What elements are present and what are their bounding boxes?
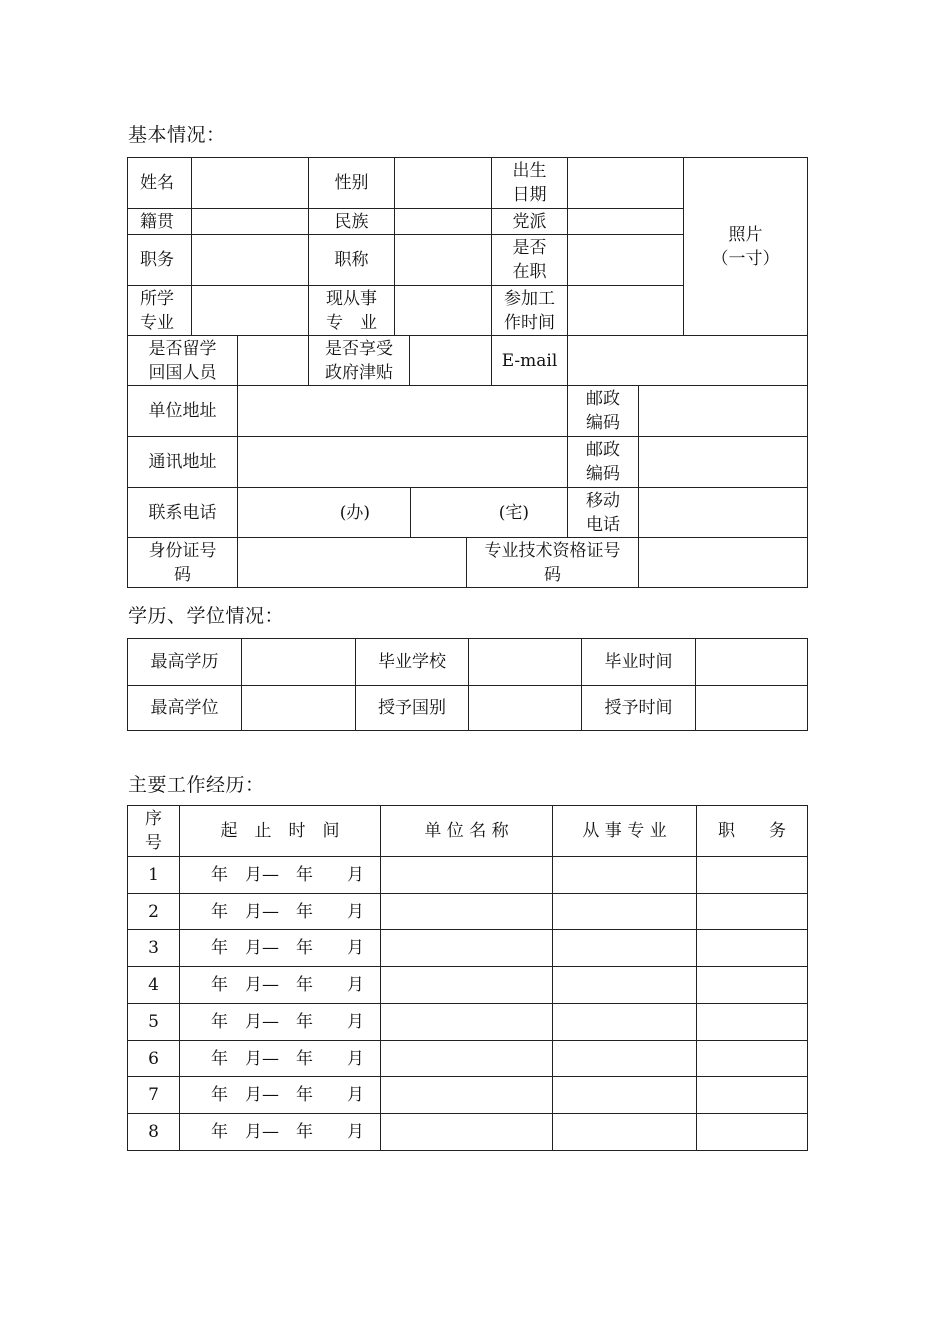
returnee-field[interactable]	[237, 335, 309, 386]
home-phone-field[interactable]: (宅)	[410, 487, 568, 538]
degree-country-field[interactable]	[468, 685, 582, 731]
label-major-studied: 所学 专业	[127, 285, 192, 336]
label-highest-edu: 最高学历	[127, 638, 242, 686]
mail-address-field[interactable]	[237, 436, 568, 488]
row-employer-field[interactable]	[380, 1076, 553, 1114]
label-mobile: 移动 电话	[567, 487, 639, 538]
photo-box[interactable]: 照片 （一寸）	[683, 157, 808, 336]
postcode-work-field[interactable]	[638, 385, 808, 437]
header-number: 序 号	[127, 805, 180, 857]
gender-field[interactable]	[394, 157, 492, 209]
ethnicity-field[interactable]	[394, 208, 492, 235]
label-allowance: 是否享受 政府津贴	[308, 335, 410, 386]
label-degree-time: 授予时间	[581, 685, 696, 731]
row-number: 8	[127, 1113, 180, 1151]
row-post-field[interactable]	[696, 929, 808, 967]
section-heading-basic: 基本情况：	[128, 124, 226, 146]
row-post-field[interactable]	[696, 1076, 808, 1114]
id-number-field[interactable]	[237, 537, 467, 588]
row-number: 3	[127, 929, 180, 967]
birth-date-field[interactable]	[567, 157, 684, 209]
row-employer-field[interactable]	[380, 929, 553, 967]
row-specialty-field[interactable]	[552, 1040, 697, 1077]
label-work-start: 参加工 作时间	[491, 285, 568, 336]
name-field[interactable]	[191, 157, 309, 209]
row-period[interactable]: 年 月— 年 月	[179, 1003, 381, 1041]
row-specialty-field[interactable]	[552, 1003, 697, 1041]
row-employer-field[interactable]	[380, 856, 553, 894]
row-number: 5	[127, 1003, 180, 1041]
label-postcode-mail: 邮政 编码	[567, 436, 639, 488]
row-period[interactable]: 年 月— 年 月	[179, 1113, 381, 1151]
row-number: 1	[127, 856, 180, 894]
highest-edu-field[interactable]	[241, 638, 356, 686]
position-field[interactable]	[191, 234, 309, 286]
header-period: 起 止 时 间	[179, 805, 381, 857]
row-specialty-field[interactable]	[552, 1076, 697, 1114]
current-major-field[interactable]	[394, 285, 492, 336]
row-post-field[interactable]	[696, 1040, 808, 1077]
label-position: 职务	[127, 234, 192, 286]
label-degree-country: 授予国别	[355, 685, 469, 731]
label-cert-number: 专业技术资格证号 码	[466, 537, 639, 588]
label-party: 党派	[491, 208, 568, 235]
row-period[interactable]: 年 月— 年 月	[179, 966, 381, 1004]
row-employer-field[interactable]	[380, 1003, 553, 1041]
degree-time-field[interactable]	[695, 685, 808, 731]
major-studied-field[interactable]	[191, 285, 309, 336]
label-gender: 性别	[308, 157, 395, 209]
row-employer-field[interactable]	[380, 966, 553, 1004]
header-post: 职 务	[696, 805, 808, 857]
row-period[interactable]: 年 月— 年 月	[179, 1040, 381, 1077]
label-ethnicity: 民族	[308, 208, 395, 235]
row-specialty-field[interactable]	[552, 929, 697, 967]
label-mail-address: 通讯地址	[127, 436, 238, 488]
office-phone-field[interactable]: (办)	[237, 487, 411, 538]
allowance-field[interactable]	[409, 335, 492, 386]
title-field[interactable]	[394, 234, 492, 286]
header-employer: 单 位 名 称	[380, 805, 553, 857]
row-period[interactable]: 年 月— 年 月	[179, 929, 381, 967]
row-number: 7	[127, 1076, 180, 1114]
mobile-field[interactable]	[638, 487, 808, 538]
label-grad-time: 毕业时间	[581, 638, 696, 686]
label-email: E-mail	[491, 335, 568, 386]
label-postcode-work: 邮政 编码	[567, 385, 639, 437]
row-post-field[interactable]	[696, 1003, 808, 1041]
on-duty-field[interactable]	[567, 234, 684, 286]
highest-degree-field[interactable]	[241, 685, 356, 731]
row-post-field[interactable]	[696, 1113, 808, 1151]
label-highest-degree: 最高学位	[127, 685, 242, 731]
section-heading-work: 主要工作经历：	[128, 774, 265, 796]
label-current-major: 现从事 专 业	[308, 285, 395, 336]
label-work-address: 单位地址	[127, 385, 238, 437]
row-period[interactable]: 年 月— 年 月	[179, 1076, 381, 1114]
party-field[interactable]	[567, 208, 684, 235]
label-birth-date: 出生 日期	[491, 157, 568, 209]
row-specialty-field[interactable]	[552, 966, 697, 1004]
row-post-field[interactable]	[696, 966, 808, 1004]
label-returnee: 是否留学 回国人员	[127, 335, 238, 386]
row-number: 4	[127, 966, 180, 1004]
school-field[interactable]	[468, 638, 582, 686]
row-number: 6	[127, 1040, 180, 1077]
row-employer-field[interactable]	[380, 1040, 553, 1077]
label-phone: 联系电话	[127, 487, 238, 538]
row-period[interactable]: 年 月— 年 月	[179, 856, 381, 894]
native-place-field[interactable]	[191, 208, 309, 235]
label-on-duty: 是否 在职	[491, 234, 568, 286]
row-post-field[interactable]	[696, 856, 808, 894]
postcode-mail-field[interactable]	[638, 436, 808, 488]
row-employer-field[interactable]	[380, 1113, 553, 1151]
header-specialty: 从 事 专 业	[552, 805, 697, 857]
label-title: 职称	[308, 234, 395, 286]
row-number: 2	[127, 893, 180, 930]
label-native-place: 籍贯	[127, 208, 192, 235]
section-heading-education: 学历、学位情况：	[128, 605, 285, 627]
cert-number-field[interactable]	[638, 537, 808, 588]
work-start-field[interactable]	[567, 285, 684, 336]
label-name: 姓名	[127, 157, 192, 209]
work-address-field[interactable]	[237, 385, 568, 437]
email-field[interactable]	[567, 335, 808, 386]
label-id-number: 身份证号 码	[127, 537, 238, 588]
row-employer-field[interactable]	[380, 893, 553, 930]
grad-time-field[interactable]	[695, 638, 808, 686]
row-period[interactable]: 年 月— 年 月	[179, 893, 381, 930]
row-specialty-field[interactable]	[552, 1113, 697, 1151]
label-school: 毕业学校	[355, 638, 469, 686]
row-specialty-field[interactable]	[552, 893, 697, 930]
row-post-field[interactable]	[696, 893, 808, 930]
row-specialty-field[interactable]	[552, 856, 697, 894]
